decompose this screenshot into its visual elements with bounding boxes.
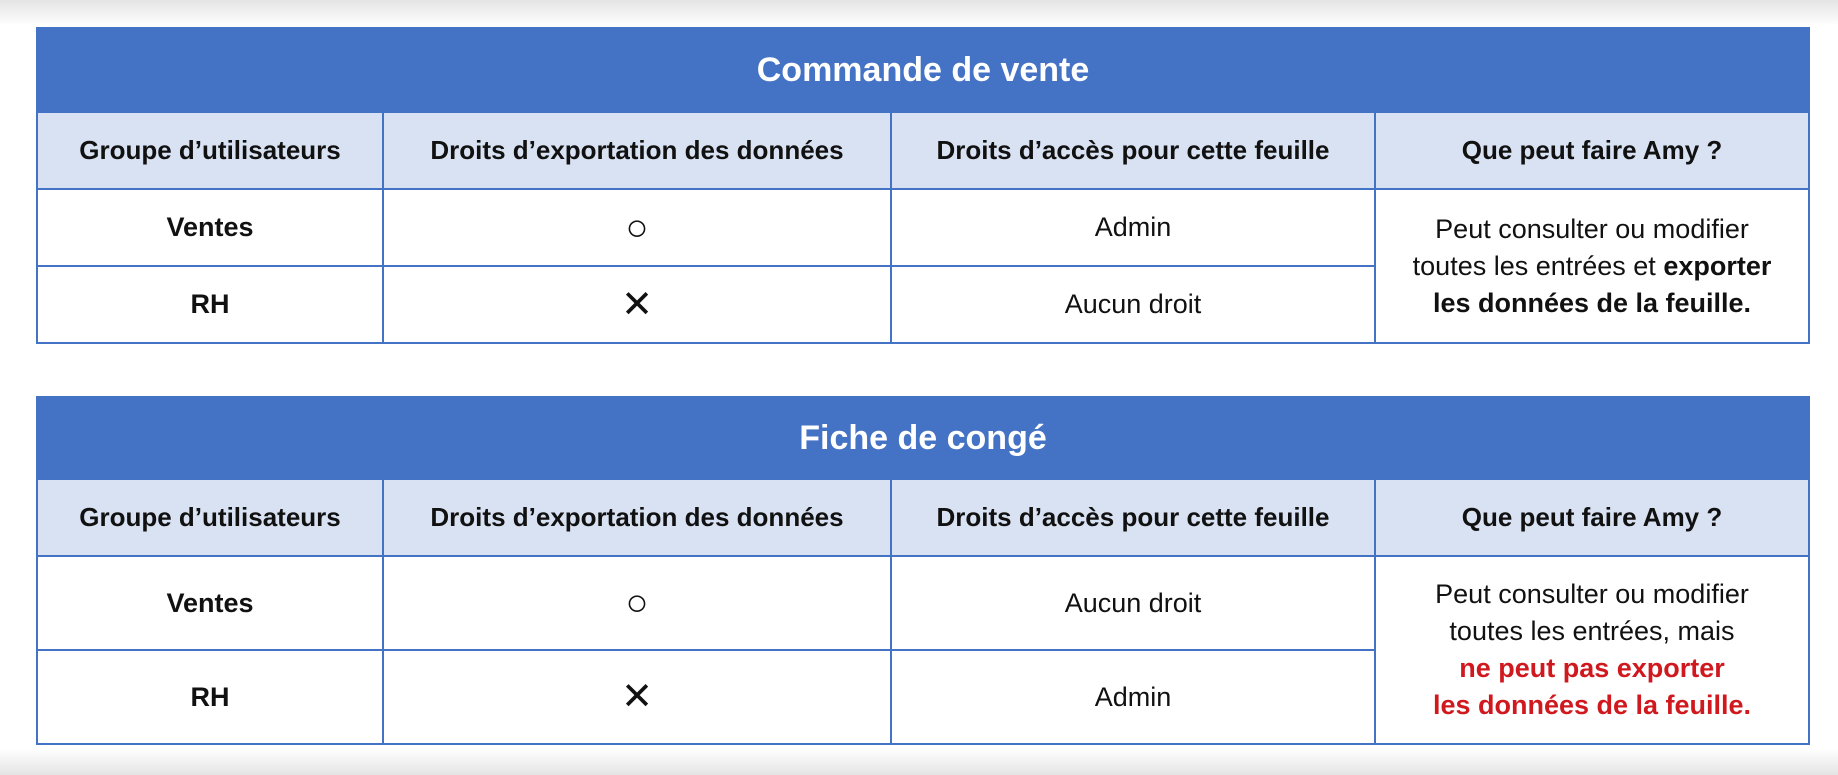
- column-header-user-group: Groupe d’utilisateurs: [37, 112, 383, 189]
- access-rights-cell: Aucun droit: [891, 556, 1375, 650]
- amy-capability-cell: [1375, 189, 1809, 343]
- export-rights-cell: [383, 556, 891, 650]
- bottom-shadow: [0, 749, 1838, 775]
- user-group-cell: Ventes: [37, 556, 383, 650]
- column-header-export-rights: Droits d’exportation des données: [383, 112, 891, 189]
- user-group-cell: Ventes: [37, 189, 383, 266]
- top-shadow: [0, 0, 1838, 26]
- capability-line: Peut consulter ou modifier: [1435, 579, 1749, 609]
- column-header-what-can-amy-do: Que peut faire Amy ?: [1375, 112, 1809, 189]
- circle-allowed-icon: ○: [625, 206, 649, 249]
- table-title: Fiche de congé: [37, 397, 1809, 479]
- export-rights-cell: [383, 266, 891, 343]
- table-title: Commande de vente: [37, 28, 1809, 112]
- column-header-export-rights: Droits d’exportation des données: [383, 479, 891, 556]
- circle-allowed-icon: ○: [625, 582, 649, 624]
- capability-warning: ne peut pas exporter: [1459, 653, 1725, 683]
- table-row: [37, 556, 1809, 650]
- leave-form-permissions-table: [36, 396, 1810, 745]
- table-row: [37, 189, 1809, 266]
- column-header-access-rights: Droits d’accès pour cette feuille: [891, 479, 1375, 556]
- access-rights-cell: Aucun droit: [891, 266, 1375, 343]
- cross-denied-icon: ✕: [621, 283, 653, 326]
- access-rights-cell: Admin: [891, 650, 1375, 744]
- sales-order-permissions-table: [36, 27, 1810, 344]
- access-rights-cell: Admin: [891, 189, 1375, 266]
- capability-line: toutes les entrées, mais: [1449, 616, 1735, 646]
- user-group-cell: RH: [37, 266, 383, 343]
- column-header-what-can-amy-do: Que peut faire Amy ?: [1375, 479, 1809, 556]
- export-rights-cell: [383, 650, 891, 744]
- column-header-user-group: Groupe d’utilisateurs: [37, 479, 383, 556]
- cross-denied-icon: ✕: [621, 676, 653, 718]
- capability-line: [1384, 248, 1800, 285]
- capability-emphasis: les données de la feuille.: [1432, 287, 1752, 318]
- column-header-access-rights: Droits d’accès pour cette feuille: [891, 112, 1375, 189]
- amy-capability-cell: [1375, 556, 1809, 744]
- capability-warning: les données de la feuille.: [1432, 690, 1752, 720]
- capability-emphasis: exporter: [1663, 250, 1772, 281]
- user-group-cell: RH: [37, 650, 383, 744]
- capability-line: Peut consulter ou modifier: [1435, 213, 1749, 244]
- capability-text: toutes les entrées et: [1412, 250, 1664, 281]
- export-rights-cell: [383, 189, 891, 266]
